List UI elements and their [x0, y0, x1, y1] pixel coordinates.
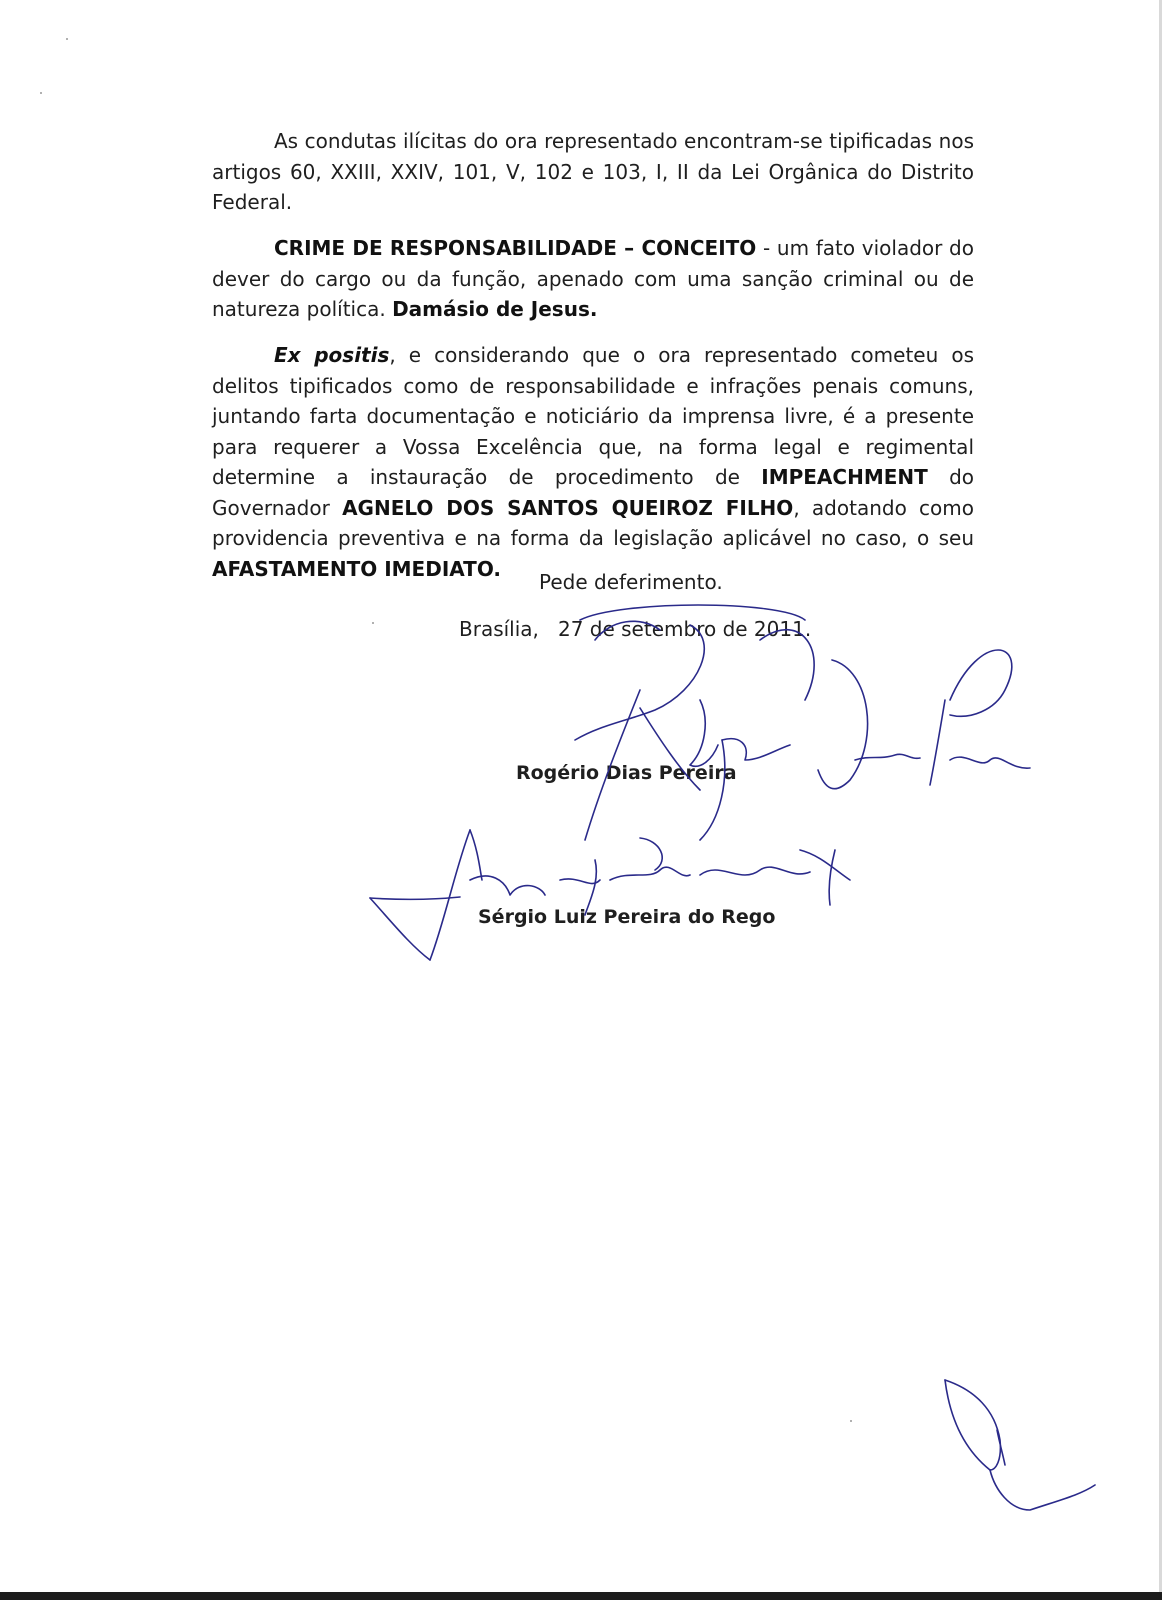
scan-speck	[40, 92, 42, 94]
concept-heading: CRIME DE RESPONSABILIDADE – CONCEITO	[274, 236, 757, 260]
concept-author: Damásio de Jesus.	[392, 297, 598, 321]
scan-speck	[372, 622, 374, 624]
concept-definition: - um fato violador do dever do cargo ou da função, apenado com uma sanção criminal ou de natureza política.	[212, 236, 974, 321]
paragraph-request	[212, 340, 974, 584]
paragraph-1-text: As condutas ilícitas do ora representado encontram-se tipificadas nos artigos 60, XXIII, XXIV, 101, V, 102 e 103, I, II da Lei Orgânica do Distrito Federal.	[212, 129, 974, 214]
signature-2-icon	[370, 830, 850, 960]
request-text-2: do Governador	[212, 465, 975, 520]
place-date-line: Brasília, 27 de setembro de 2011.	[459, 617, 812, 641]
scan-edge-bottom	[0, 1592, 1162, 1600]
removal-term: AFASTAMENTO IMEDIATO.	[212, 556, 501, 581]
request-text-3: , adotando como providencia preventiva e na forma da legislação aplicável no caso, o seu	[212, 495, 974, 550]
initials-mark-icon	[945, 1380, 1095, 1510]
request-text-1: , e considerando que o ora representado cometeu os delitos tipificados como de responsabilidade e infrações penais comuns, juntando farta documentação e noticiário da imprensa livre, é a presente para requerer a Vossa Excelência que, na forma legal e regimental determine a instauração de procedimento de	[212, 343, 974, 489]
scan-speck	[66, 38, 68, 40]
impeachment-term: IMPEACHMENT	[761, 465, 928, 489]
governor-name: AGNELO DOS SANTOS QUEIROZ FILHO	[342, 495, 794, 520]
paragraph-concept	[212, 233, 974, 325]
paragraph-legal-basis	[212, 126, 974, 218]
ex-positis: Ex positis	[274, 343, 390, 367]
closing-line: Pede deferimento.	[539, 570, 723, 594]
signatory-2-name: Sérgio Luiz Pereira do Rego	[478, 906, 776, 928]
signatory-1-name: Rogério Dias Pereira	[516, 762, 737, 784]
scan-speck	[850, 1420, 852, 1422]
